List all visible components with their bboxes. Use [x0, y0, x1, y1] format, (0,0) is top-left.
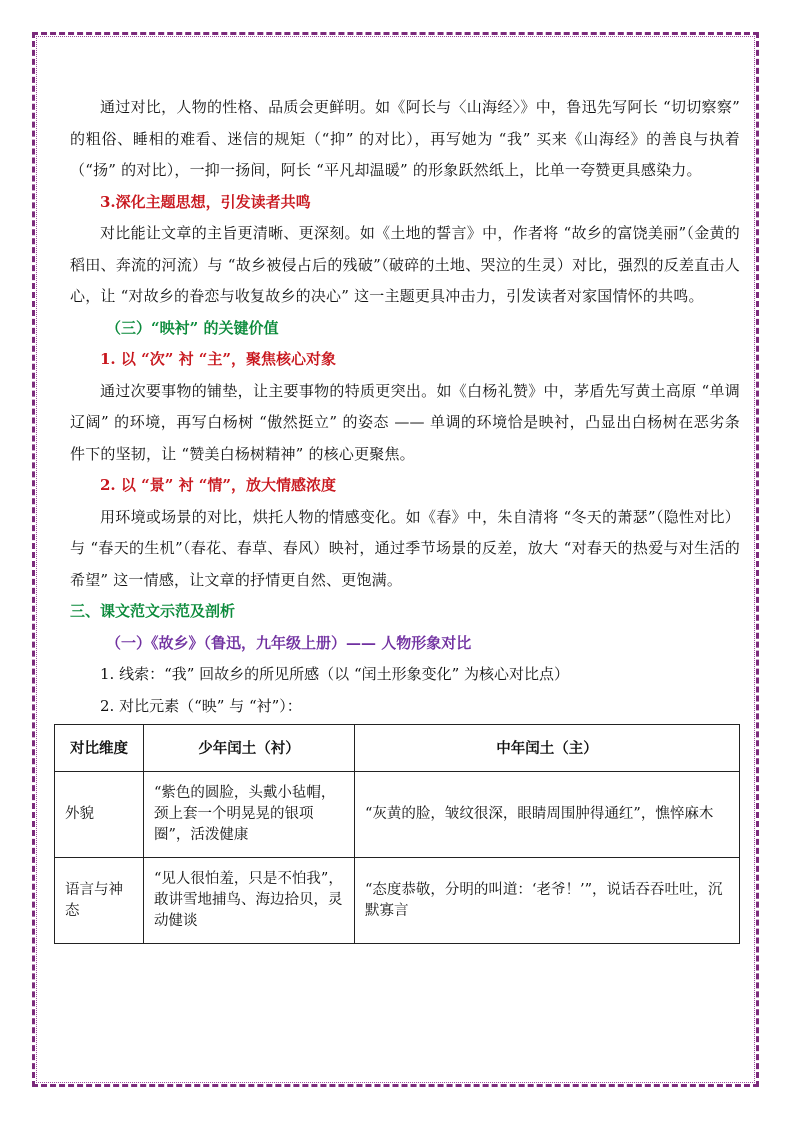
list-item-clue: 1. 线索：“我” 回故乡的所见所感（以 “闰土形象变化” 为核心对比点）: [100, 665, 570, 683]
table-row: [55, 772, 740, 858]
section-heading-foil-value: （三）“映衬” 的关键价值: [106, 318, 279, 337]
table-row: [55, 858, 740, 944]
document-body: [65, 92, 740, 944]
paragraph-spring-example: 用环境或场景的对比，烘托人物的情感变化。如《春》中，朱自清将 “冬天的萧瑟”（隐性对比）与 “春天的生机”（春花、春草、春风）映衬，通过季节场景的反差，放大 “对春天的热爱与对生活的希望” 这一情感，让文章的抒情更自然、更饱满。: [70, 507, 740, 589]
part-heading-examples: 三、课文范文示范及剖析: [70, 602, 236, 620]
cell-young: “紫色的圆脸，头戴小毡帽，颈上套一个明晃晃的银项圈”，活泼健康: [144, 772, 355, 858]
header-dimension: 对比维度: [55, 725, 144, 772]
header-young-runtu: 少年闰土（衬）: [144, 725, 355, 772]
comparison-table: [54, 724, 740, 944]
list-item-elements: 2. 对比元素（“映” 与 “衬”）：: [100, 696, 302, 715]
heading-scene-foil: 2. 以 “景” 衬 “情”，放大情感浓度: [100, 476, 337, 494]
cell-adult: “灰黄的脸，皱纹很深，眼睛周围肿得通红”，憔悴麻木: [355, 772, 740, 858]
paragraph-contrast-theme: 对比能让文章的主旨更清晰、更深刻。如《土地的誓言》中，作者将 “故乡的富饶美丽”（金黄的稻田、奔流的河流）与 “故乡被侵占后的残破”（破碎的土地、哭泣的生灵）对比，强烈的反差直击人心，让 “对故乡的眷恋与收复故乡的决心” 这一主题更具冲击力，引发读者对家国情怀的共鸣。: [70, 224, 740, 305]
cell-adult: “态度恭敬，分明的叫道：‘老爷！’”，说话吞吞吐吐，沉默寡言: [355, 858, 740, 944]
paragraph-poplar-example: 通过次要事物的铺垫，让主要事物的特质更突出。如《白杨礼赞》中，茅盾先写黄土高原 “单调辽阔” 的环境，再写白杨树 “傲然挺立” 的姿态 —— 单调的环境恰是映衬，凸显出白杨树在恶劣条件下的坚韧，让 “赞美白杨树精神” 的核心更聚焦。: [70, 381, 740, 463]
example-heading-hometown: （一）《故乡》（鲁迅，九年级上册）—— 人物形象对比: [106, 633, 472, 652]
heading-secondary-foil: 1. 以 “次” 衬 “主”，聚焦核心对象: [100, 350, 337, 368]
header-adult-runtu: 中年闰土（主）: [355, 725, 740, 772]
heading-deepen-theme: 3.深化主题思想，引发读者共鸣: [100, 192, 311, 211]
paragraph-contrast-character: 通过对比，人物的性格、品质会更鲜明。如《阿长与〈山海经〉》中，鲁迅先写阿长 “切切察察” 的粗俗、睡相的难看、迷信的规矩（“抑” 的对比），再写她为 “我” 买来《山海经》的善良与执着（“扬” 的对比），一抑一扬间，阿长 “平凡却温暖” 的形象跃然纸上，比单一夸赞更具感染力。: [70, 98, 740, 179]
cell-young: “见人很怕羞，只是不怕我”，敢讲雪地捕鸟、海边拾贝，灵动健谈: [144, 858, 355, 944]
cell-dimension: 外貌: [55, 772, 144, 858]
table-header-row: [55, 725, 740, 772]
cell-dimension: 语言与神态: [55, 858, 144, 944]
